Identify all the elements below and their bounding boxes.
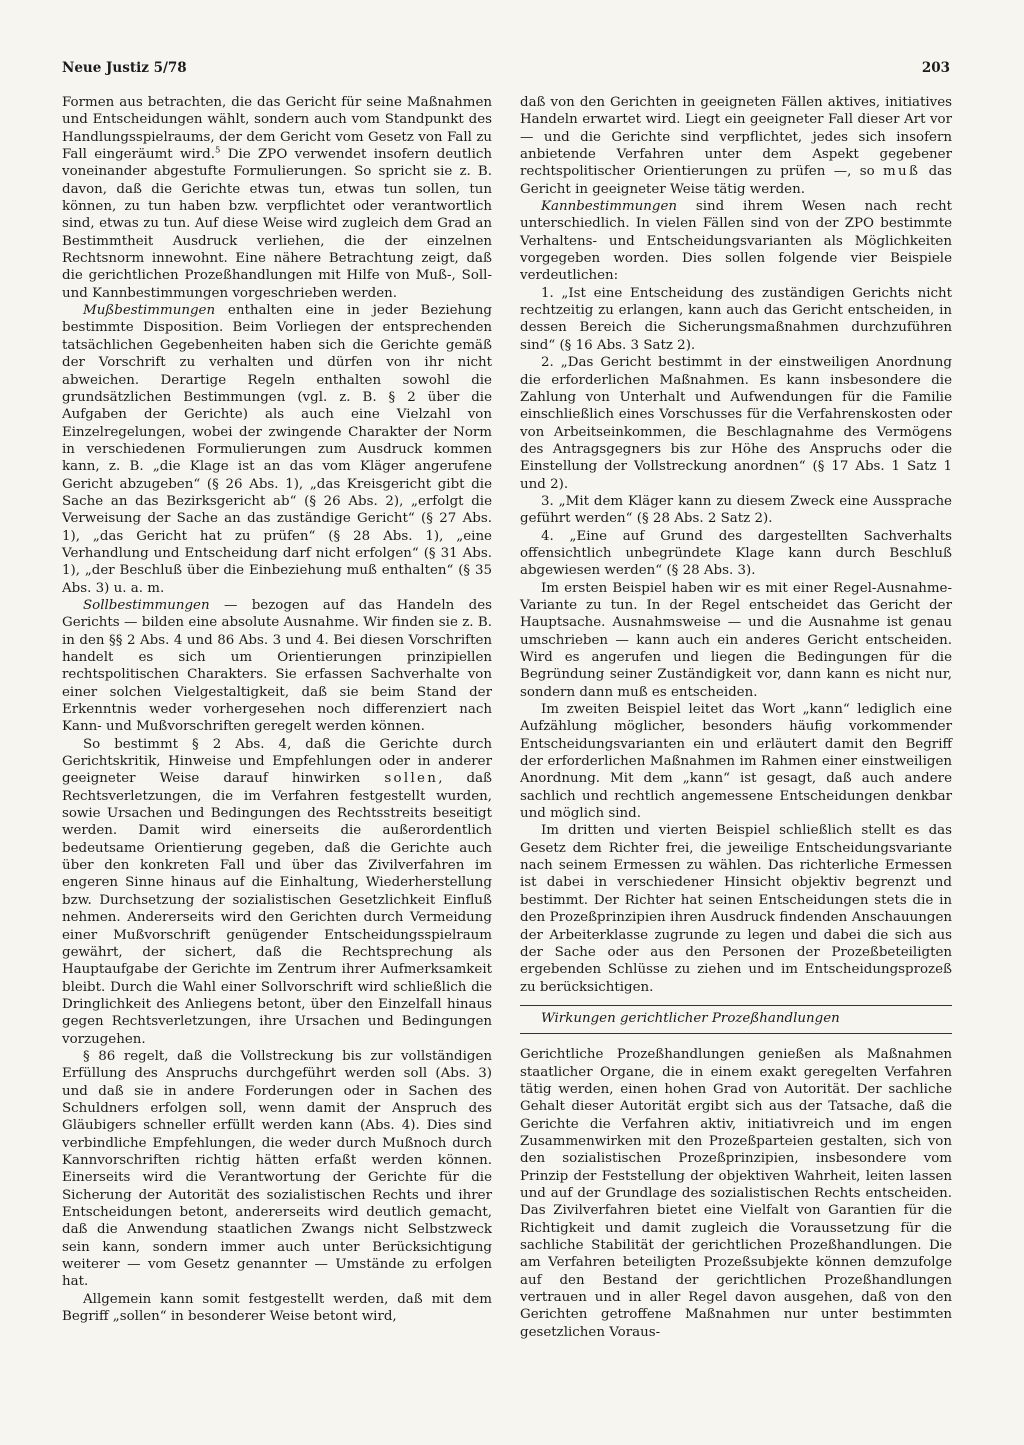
paragraph: daß von den Gerichten in geeigneten Fällen aktives, initiatives Handeln erwartet wird. Liegt ein geeigneter Fall dieser Art vor — und die Gerichte sind verpflichtet, jedes sich insofern anbietende Verfahren unter dem Aspekt gegebener rechtspolitischer Orientierungen zu prüfen —, so muß das Gericht in geeigneter Weise tätig werden.: [520, 95, 952, 197]
paragraph: Im dritten und vierten Beispiel schließlich stellt es das Gesetz dem Richter frei, die jeweilige Entscheidungsvariante nach seinem Ermessen zu wählen. Das richterliche Ermessen ist dabei in verschiedener Hinsicht objektiv begrenzt und bestimmt. Der Richter hat seinen Entscheidungen stets die in den Prozeßprinzipien ihren Ausdruck findenden Anschauungen der Arbeiterklasse zugrunde zu legen und dabei die sich aus der Sache oder aus den Personen der Prozeßbeteiligten ergebenden Schlüsse zu ziehen und im Entscheidungsprozeß zu berücksichtigen.: [520, 823, 952, 995]
term-mussbestimmungen: Mußbestimmungen: [83, 303, 216, 319]
emphasis-spaced: sollen: [384, 771, 439, 787]
paragraph-sollbestimmungen: Sollbestimmungen — bezogen auf das Handeln des Gerichts — bilden eine absolute Ausnahme. Wir finden sie z. B. in den §§ 2 Abs. 4 und 86 Abs. 3 und 4. Bei diesen Vorschriften handelt es sich um Orientierungen prinzipiellen rechtspolitischen Charakters. Sie erfassen Sachverhalte von einer solchen Vielgestaltigkeit, daß sie beim Stand der Erkenntnis weder vorhergesehen noch differenziert nach Kann- und Mußvorschriften geregelt werden können.: [62, 597, 492, 735]
term-kannbestimmungen: Kannbestimmungen: [541, 199, 678, 215]
section-divider: [520, 1005, 952, 1006]
footnote-ref[interactable]: 5: [214, 145, 221, 156]
example-item: 3. „Mit dem Kläger kann zu diesem Zweck eine Aussprache geführt werden“ (§ 28 Abs. 2 Satz 2).: [520, 493, 952, 527]
paragraph: § 86 regelt, daß die Vollstreckung bis zur vollständigen Erfüllung des Anspruchs durchgeführt werden soll (Abs. 3) und daß sie in andere Forderungen oder in Sachen des Schuldners erfolgen soll, wenn damit der Anspruch des Gläubigers schneller erfüllt werden kann (Abs. 4). Dies sind verbindliche Empfehlungen, die weder durch Mußnoch durch Kannvorschriften richtig hätten erfaßt werden können. Einerseits wird die Verantwortung der Gerichte für die Sicherung der Autorität des sozialistischen Rechts und ihrer Entscheidungen betont, andererseits wird deutlich gemacht, daß die Anwendung staatlichen Zwangs nicht Selbstzweck sein kann, sondern immer auch unter Berücksichtigung weiterer — vom Gesetz genannter — Umstände zu erfolgen hat.: [62, 1048, 492, 1290]
page-number: 203: [921, 60, 950, 76]
paragraph-mussbestimmungen: Mußbestimmungen enthalten eine in jeder Beziehung bestimmte Disposition. Beim Vorliegen der entsprechenden tatsächlichen Gegebenheiten haben sich die Gerichte gemäß der Vorschrift zu verhalten und dürfen von ihr nicht abweichen. Derartige Regeln enthalten sowohl die grundsätzlichen Bestimmungen (vgl. z. B. § 2 über die Aufgaben der Gerichte) als auch eine Vielzahl von Einzelregelungen, wobei der zwingende Charakter der Norm in verschiedenen Formulierungen zum Ausdruck kommen kann, z. B. „die Klage ist an das vom Kläger angerufene Gericht abzugeben“ (§ 26 Abs. 1), „das Kreisgericht gibt die Sache an das Bezirksgericht ab“ (§ 26 Abs. 2), „erfolgt die Verweisung der Sache an das zuständige Gericht“ (§ 27 Abs. 1), „das Gericht hat zu prüfen“ (§ 28 Abs. 1), „eine Verhandlung und Entscheidung darf nicht erfolgen“ (§ 31 Abs. 1), „der Beschluß über die Einbeziehung muß enthalten“ (§ 35 Abs. 3) u. a. m.: [62, 303, 492, 596]
term-sollbestimmungen: Sollbestimmungen: [83, 597, 210, 613]
paragraph: Gerichtliche Prozeßhandlungen genießen als Maßnahmen staatlicher Organe, die in einem exakt geregelten Verfahren tätig werden, einen hohen Grad von Autorität. Der sachliche Gehalt dieser Autorität ergibt sich aus der Tatsache, daß die Gerichte die Verfahren aktiv, initiativreich und im engen Zusammenwirken mit den Prozeßparteien gestalten, sich von den sozialistischen Prozeßprinzipien, insbesondere vom Prinzip der Feststellung der objektiven Wahrheit, leiten lassen und auf der Grundlage des sozialistischen Rechts entscheiden. Das Zivilverfahren bietet eine Vielfalt von Garantien für die Richtigkeit und damit zugleich die Voraussetzung für die sachliche Stabilität der gerichtlichen Prozeßhandlungen. Die am Verfahren beteiligten Prozeßsubjekte können demzufolge auf den Bestand der gerichtlichen Prozeßhandlungen vertrauen und in aller Regel davon ausgehen, daß von den Gerichten getroffene Maßnahmen nur unter bestimmten gesetzlichen Voraus-: [520, 1047, 952, 1340]
right-column: [520, 94, 952, 1341]
paragraph: Im zweiten Beispiel leitet das Wort „kann“ lediglich eine Aufzählung möglicher, besonders häufig vorkommender Entscheidungsvarianten ein und erläutert damit den Begriff der erforderlichen Maßnahmen im Rahmen einer einstweiligen Anordnung. Mit dem „kann“ ist gesagt, daß auch andere sachlich und rechtlich angemessene Entscheidungen denkbar und möglich sind.: [520, 702, 952, 822]
example-item: 1. „Ist eine Entscheidung des zuständigen Gerichts nicht rechtzeitig zu erlangen, kann auch das Gericht entscheiden, in dessen Bereich die Sicherungsmaßnahmen durchzuführen sind“ (§ 16 Abs. 3 Satz 2).: [520, 285, 952, 353]
paragraph: So bestimmt § 2 Abs. 4, daß die Gerichte durch Gerichtskritik, Hinweise und Empfehlungen oder in anderer geeigneter Weise darauf hinwirken sollen, daß Rechtsverletzungen, die im Verfahren festgestellt wurden, sowie Ursachen und Bedingungen des Rechtsstreits beseitigt werden. Damit wird einerseits die außerordentlich bedeutsame Orientierung gegeben, daß die Gerichte auch über den konkreten Fall und über das Zivilverfahren im engeren Sinne hinaus auf die Einhaltung, Wiederherstellung bzw. Durchsetzung der sozialistischen Gesetzlichkeit Einfluß nehmen. Andererseits wird den Gerichten durch Vermeidung einer Mußvorschrift genügender Entscheidungsspielraum gewährt, der sichert, daß die Rechtsprechung als Hauptaufgabe der Gerichte im Zentrum ihrer Aufmerksamkeit bleibt. Durch die Wahl einer Sollvorschrift wird schließlich die Dringlichkeit des Anliegens betont, über den Einzelfall hinaus gegen Rechtsverletzungen, ihre Ursachen und Bedingungen vorzugehen.: [62, 736, 493, 1047]
left-column: [62, 94, 492, 1325]
example-item: 2. „Das Gericht bestimmt in der einstweiligen Anordnung die erforderlichen Maßnahmen. Es kann insbesondere die Zahlung von Unterhalt und Aufwendungen für die Familie einschließlich eines Vorschusses für die Verfahrenskosten oder von Arbeitseinkommen, die Beschlagnahme des Vermögens des Antragsgegners bis zur Höhe des Anspruchs oder die Einstellung der Vollstreckung anordnen“ (§ 17 Abs. 1 Satz 1 und 2).: [520, 355, 952, 492]
paragraph: Formen aus betrachten, die das Gericht für seine Maßnahmen und Entscheidungen wählt, sondern auch vom Standpunkt des Handlungsspielraums, der dem Gericht vom Gesetz von Fall zu Fall eingeräumt wird.$^5$ Die ZPO verwendet insofern deutlich voneinander abgestufte Formulierungen. So spricht sie z. B. davon, daß die Gerichte etwas tun, etwas tun sollen, tun können, zu tun haben bzw. verpflichtet oder verantwortlich sind, etwas zu tun. Auf diese Weise wird zugleich dem Grad an Bestimmtheit Ausdruck verliehen, die der einzelnen Rechtsnorm innewohnt. Eine nähere Betrachtung zeigt, daß die gerichtlichen Prozeßhandlungen mit Hilfe von Muß-, Soll- und Kannbestimmungen vorgeschrieben werden.: [62, 95, 492, 301]
example-item: 4. „Eine auf Grund des dargestellten Sachverhalts offensichtlich unbegründete Klage kann durch Beschluß abgewiesen werden“ (§ 28 Abs. 3).: [520, 528, 952, 579]
paragraph: Im ersten Beispiel haben wir es mit einer Regel-Ausnahme-Variante zu tun. In der Regel entscheidet das Gericht der Hauptsache. Ausnahmsweise — und die Ausnahme ist genau umschrieben — kann auch ein anderes Gericht entscheiden. Wird es angerufen und liegen die Bedingungen für die Begründung seiner Zuständigkeit vor, dann kann es nicht nur, sondern dann muß es entscheiden.: [520, 580, 952, 700]
section-divider: [520, 1033, 952, 1034]
emphasis-spaced: muß: [883, 164, 921, 180]
page-header: [62, 60, 950, 80]
paragraph: Allgemein kann somit festgestellt werden, daß mit dem Begriff „sollen“ in besonderer Weise betont wird,: [62, 1291, 492, 1325]
section-heading: Wirkungen gerichtlicher Prozeßhandlungen: [541, 1010, 840, 1026]
paragraph-kannbestimmungen: Kannbestimmungen sind ihrem Wesen nach recht unterschiedlich. In vielen Fällen sind von der ZPO bestimmte Verhaltens- und Entscheidungsvarianten als Möglichkeiten vorgegeben worden. Dies sollen folgende vier Beispiele verdeutlichen:: [520, 199, 952, 284]
journal-title: Neue Justiz 5/78: [62, 60, 187, 76]
